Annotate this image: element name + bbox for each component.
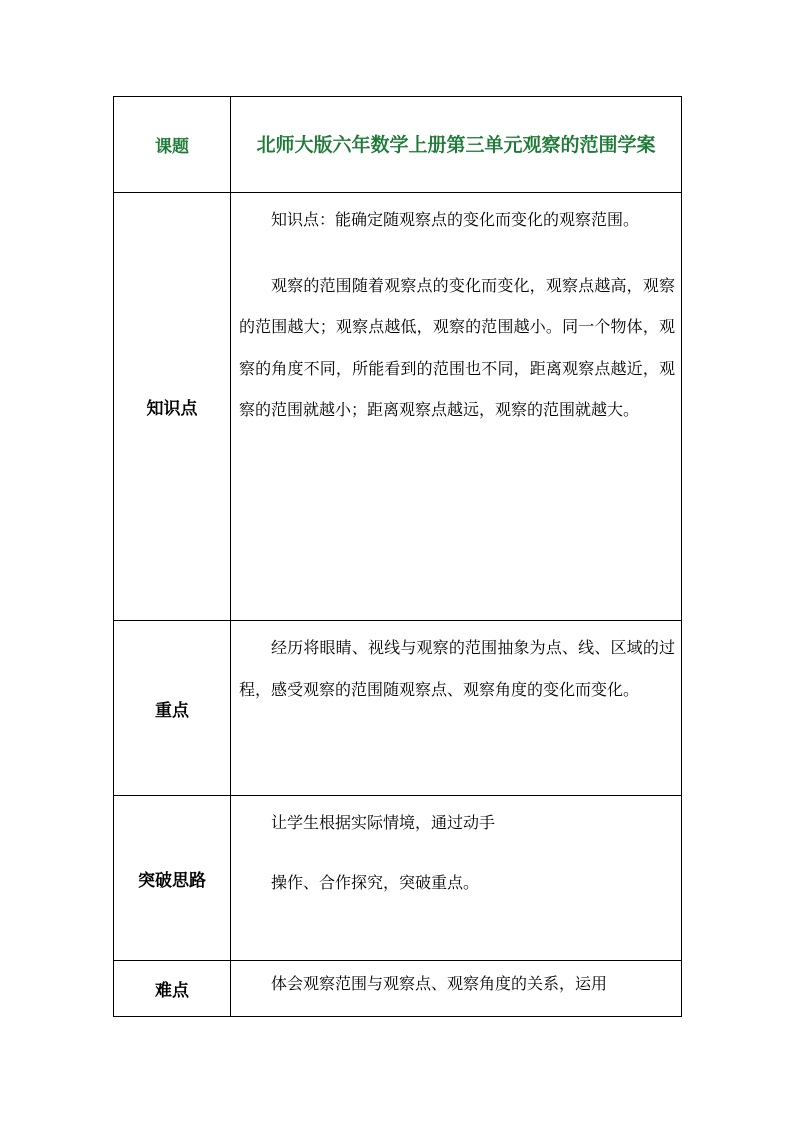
knowledge-paragraph: 观察的范围随着观察点的变化而变化，观察点越高，观察的范围越大；观察点越低，观察的范围越小。同一个物体，观察的角度不同，所能看到的范围也不同，距离观察点越近，观察的范围就越小；距离观察点越远，观察的范围就越大。 <box>239 275 675 419</box>
title-row <box>114 97 682 193</box>
lesson-plan-table <box>113 96 682 1017</box>
approach-paragraph: 操作、合作探究，突破重点。 <box>271 872 480 892</box>
difficult-point-row <box>114 961 682 1017</box>
key-point-row <box>114 621 682 796</box>
key-point-paragraph: 经历将眼睛、视线与观察的范围抽象为点、线、区域的过程，感受观察的范围随观察点、观察角度的变化而变化。 <box>239 638 675 699</box>
difficult-point-label: 难点 <box>114 961 231 1017</box>
key-point-content <box>231 621 682 796</box>
title-label: 课题 <box>114 97 231 193</box>
knowledge-content <box>231 193 682 621</box>
difficult-point-content <box>231 961 682 1017</box>
approach-row <box>114 796 682 961</box>
lesson-title: 北师大版六年数学上册第三单元观察的范围学案 <box>231 97 682 193</box>
approach-content <box>231 796 682 961</box>
knowledge-row <box>114 193 682 621</box>
key-point-label: 重点 <box>114 621 231 796</box>
knowledge-label: 知识点 <box>114 193 231 621</box>
approach-label: 突破思路 <box>114 796 231 961</box>
difficult-point-text: 体会观察范围与观察点、观察角度的关系，运用 <box>271 974 608 993</box>
knowledge-paragraph: 知识点：能确定随观察点的变化而变化的观察范围。 <box>271 210 640 229</box>
approach-paragraph: 让学生根据实际情境，通过动手 <box>271 813 496 832</box>
